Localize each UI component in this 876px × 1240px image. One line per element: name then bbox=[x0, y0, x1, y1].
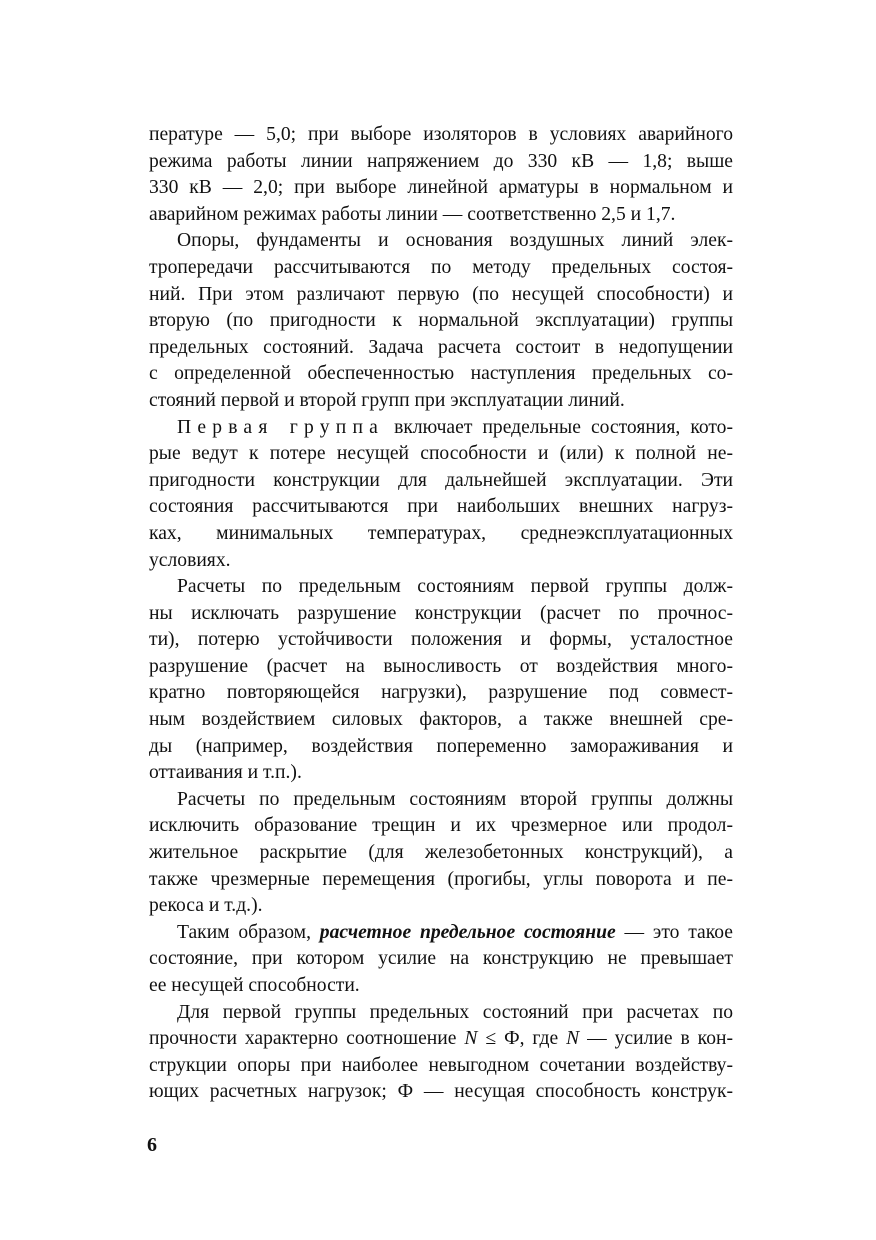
text-line: с определенной обеспеченностью наступления предельных со- bbox=[149, 363, 733, 385]
text-line: режима работы линии напряжением до 330 кВ — 1,8; выше bbox=[149, 150, 733, 172]
page-number: 6 bbox=[147, 1134, 157, 1156]
formula-variable: N bbox=[464, 1028, 478, 1050]
text-line: также чрезмерные перемещения (прогибы, углы поворота и пе- bbox=[149, 868, 733, 890]
text-line bbox=[149, 920, 733, 947]
defined-term: расчетное предельное состояние bbox=[319, 921, 616, 943]
text-line: пригодности конструкции для дальнейшей эксплуатации. Эти bbox=[149, 469, 733, 491]
text-line: рекоса и т.д.). bbox=[149, 895, 263, 917]
text-line: предельных состояний. Задача расчета состоит в недопущении bbox=[149, 336, 733, 358]
text-line: разрушение (расчет на выносливость от воздействия много- bbox=[149, 655, 733, 677]
text-line: ющих расчетных нагрузок; Ф — несущая способность конструк- bbox=[149, 1081, 733, 1103]
text-run: — это такое bbox=[615, 921, 733, 943]
text-line: Расчеты по предельным состояниям второй группы должны bbox=[177, 788, 733, 810]
text-line: жительное раскрытие (для железобетонных конструкций), а bbox=[149, 842, 733, 864]
paragraph-5 bbox=[149, 787, 733, 920]
text-line: стояний первой и второй групп при эксплуатации линий. bbox=[149, 389, 625, 411]
text-run: ≤ Ф, где bbox=[477, 1028, 567, 1050]
paragraph-2 bbox=[149, 228, 733, 414]
text-line: состояния рассчитываются при наибольших внешних нагруз- bbox=[149, 496, 733, 518]
text-line: ды (например, воздействия попеременно замораживания и bbox=[149, 735, 733, 757]
text-run: прочности характерно соотношение bbox=[149, 1028, 465, 1050]
text-line: пературе — 5,0; при выборе изоляторов в условиях аварийного bbox=[149, 124, 733, 145]
text-line: рые ведут к потере несущей способности и (или) к полной не- bbox=[149, 443, 733, 465]
text-line: Для первой группы предельных состояний при расчетах по bbox=[177, 1001, 733, 1023]
spaced-term: Первая группа bbox=[177, 416, 385, 438]
paragraph-3 bbox=[149, 415, 733, 575]
text-line: струкции опоры при наиболее невыгодном сочетании воздейству- bbox=[149, 1054, 733, 1076]
paragraph-6 bbox=[149, 920, 733, 1000]
text-line: оттаивания и т.п.). bbox=[149, 762, 302, 784]
text-line: ее несущей способности. bbox=[149, 975, 360, 996]
text-line: вторую (по пригодности к нормальной эксплуатации) группы bbox=[149, 310, 733, 332]
paragraph-4 bbox=[149, 574, 733, 787]
page-text bbox=[149, 122, 733, 1106]
text-run: включает предельные состояния, кото- bbox=[384, 416, 734, 438]
text-line bbox=[149, 415, 733, 442]
text-line: тропередачи рассчитываются по методу предельных состоя- bbox=[149, 256, 733, 278]
text-line: условиях. bbox=[149, 549, 231, 571]
text-line: исключить образование трещин и их чрезмерное или продол- bbox=[149, 815, 733, 837]
paragraph-1 bbox=[149, 122, 733, 228]
text-run: Таким образом, bbox=[177, 921, 320, 943]
text-line bbox=[149, 1026, 733, 1053]
text-line: Опоры, фундаменты и основания воздушных линий элек- bbox=[177, 230, 733, 252]
text-line: Расчеты по предельным состояниям первой группы долж- bbox=[177, 576, 733, 598]
text-run: — усилие в кон- bbox=[579, 1028, 734, 1050]
formula-variable: N bbox=[566, 1028, 580, 1050]
text-line: состояние, при котором усилие на конструкцию не превышает bbox=[149, 948, 733, 970]
text-line: ным воздействием силовых факторов, а также внешней сре- bbox=[149, 709, 733, 731]
text-line: кратно повторяющейся нагрузки), разрушение под совмест- bbox=[149, 682, 733, 704]
text-line: ны исключать разрушение конструкции (расчет по прочнос- bbox=[149, 602, 733, 624]
text-line: 330 кВ — 2,0; при выборе линейной арматуры в нормальном и bbox=[149, 177, 733, 199]
text-line: ках, минимальных температурах, среднеэксплуатационных bbox=[149, 522, 733, 544]
paragraph-7 bbox=[149, 1000, 733, 1106]
text-line: аварийном режимах работы линии — соответственно 2,5 и 1,7. bbox=[149, 203, 676, 225]
text-line: ний. При этом различают первую (по несущей способности) и bbox=[149, 283, 733, 305]
text-line: ти), потерю устойчивости положения и формы, усталостное bbox=[149, 629, 733, 651]
